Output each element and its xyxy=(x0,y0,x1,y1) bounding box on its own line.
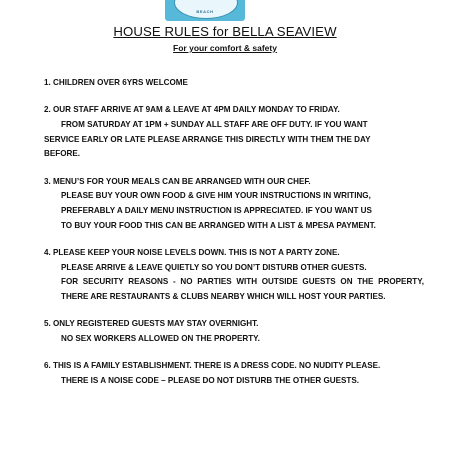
rule-line: THERE IS A NOISE CODE – PLEASE DO NOT DISTURB THE OTHER GUESTS. xyxy=(61,375,360,385)
rule-line: FROM SATURDAY AT 1PM + SUNDAY ALL STAFF ARE OFF DUTY. IF YOU WANT xyxy=(61,120,368,130)
rule-line: SERVICE EARLY OR LATE PLEASE ARRANGE THIS DIRECTLY WITH THEM THE DAY xyxy=(44,134,371,144)
rule-number: 4. xyxy=(44,248,51,258)
rule-number: 5. xyxy=(44,319,51,329)
rule-2 xyxy=(44,103,424,161)
rule-number: 1. xyxy=(44,78,51,87)
rule-heading: MENU’S FOR YOUR MEALS CAN BE ARRANGED WITH OUR CHEF. xyxy=(53,176,311,186)
rule-number: 2. xyxy=(44,105,51,115)
rule-line: PREFERABLY A DAILY MENU INSTRUCTION IS APPRECIATED. IF YOU WANT US xyxy=(61,205,372,215)
rule-heading: OUR STAFF ARRIVE AT 9AM & LEAVE AT 4PM DAILY MONDAY TO FRIDAY. xyxy=(53,105,340,115)
page-subtitle: For your comfort & safety xyxy=(173,43,277,53)
rule-number: 3. xyxy=(44,176,51,186)
rules-list xyxy=(44,76,424,401)
rule-line: PLEASE BUY YOUR OWN FOOD & GIVE HIM YOUR INSTRUCTIONS IN WRITING, xyxy=(61,191,371,201)
rule-line: PLEASE ARRIVE & LEAVE QUIETLY SO YOU DON’T DISTURB OTHER GUESTS. xyxy=(61,262,367,272)
rule-paragraph: FOR SECURITY REASONS - NO PARTIES WITH OUTSIDE GUESTS ON THE PROPERTY, THERE ARE RESTAURANTS & CLUBS NEARBY WHICH WILL HOST YOUR PARTIES. xyxy=(61,277,424,301)
rule-3 xyxy=(44,175,424,233)
rule-heading: THIS IS A FAMILY ESTABLISHMENT. THERE IS A DRESS CODE. NO NUDITY PLEASE. xyxy=(53,361,381,371)
rule-heading: ONLY REGISTERED GUESTS MAY STAY OVERNIGHT. xyxy=(53,319,259,329)
bella-seaview-logo xyxy=(165,0,245,21)
rule-line: NO SEX WORKERS ALLOWED ON THE PROPERTY. xyxy=(61,333,260,343)
rule-6 xyxy=(44,359,424,388)
rule-1 xyxy=(44,76,424,91)
rule-heading: CHILDREN OVER 6YRS WELCOME xyxy=(53,78,188,87)
rule-heading: PLEASE KEEP YOUR NOISE LEVELS DOWN. THIS IS NOT A PARTY ZONE. xyxy=(53,248,340,258)
page-title: HOUSE RULES for BELLA SEAVIEW xyxy=(113,24,337,39)
rule-4 xyxy=(44,246,424,304)
rule-line: BEFORE. xyxy=(44,149,80,159)
rule-line: TO BUY YOUR FOOD THIS CAN BE ARRANGED WITH A LIST & MPESA PAYMENT. xyxy=(61,220,376,230)
logo-text: BEACH xyxy=(196,9,214,14)
rule-5 xyxy=(44,317,424,346)
rule-number: 6. xyxy=(44,361,51,371)
